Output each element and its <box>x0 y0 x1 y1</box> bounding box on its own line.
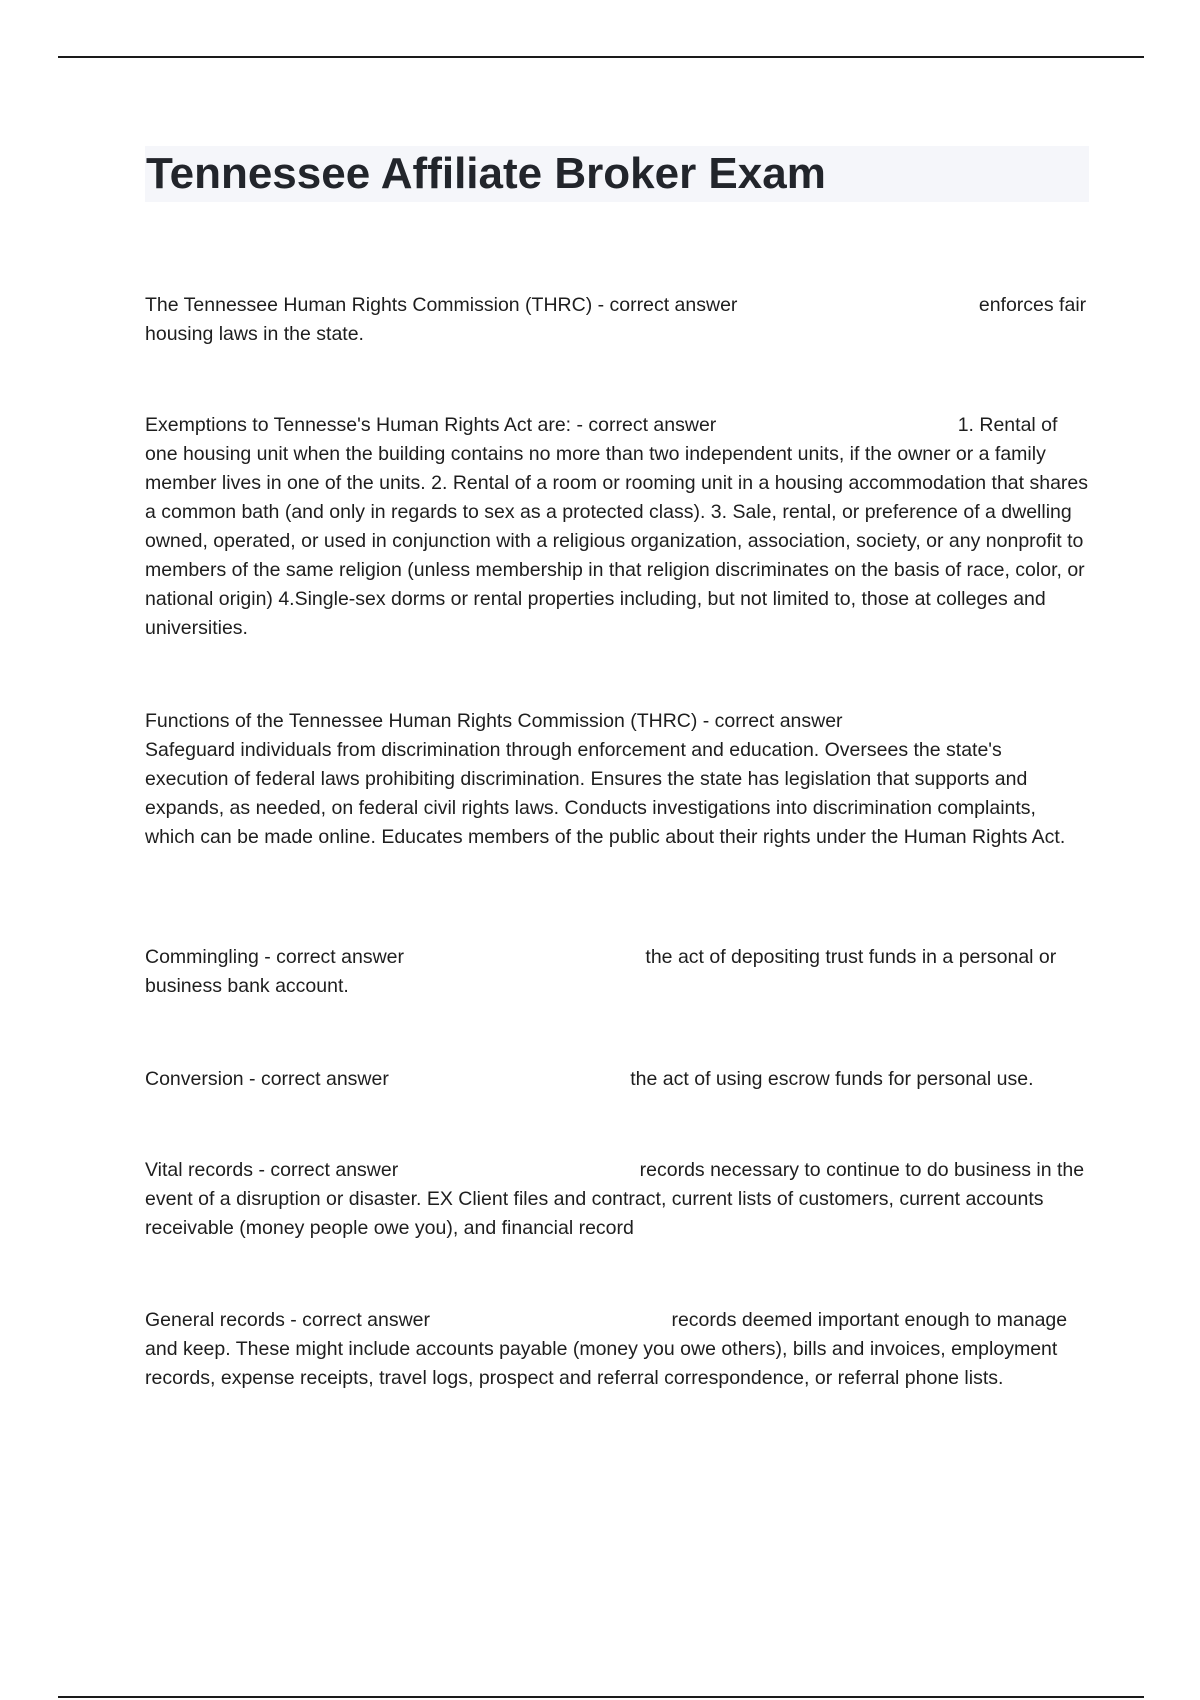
qa-answer: records necessary to continue to do business in the event of a disruption or disaster. EX Client files and contract, current lists of customers, current accounts receivable (money people owe you), and financial record <box>145 1159 1085 1239</box>
qa-entry <box>145 1065 1089 1094</box>
qa-term: Conversion - correct answer <box>145 1068 389 1090</box>
qa-term: General records - correct answer <box>145 1309 431 1331</box>
qa-entry <box>145 291 1089 349</box>
qa-answer: the act of using escrow funds for personal use. <box>630 1068 1034 1090</box>
title-banner <box>145 146 1089 202</box>
qa-answer: Safeguard individuals from discrimination through enforcement and education. Oversees the state's execution of federal laws prohibiting discrimination. Ensures the state has legislation that supports and expands, as needed, on federal civil rights laws. Conducts investigations into discrimination complaints, which can be made online. Educates members of the public about their rights under the Human Rights Act. <box>145 739 1066 848</box>
bottom-rule <box>58 1696 1144 1698</box>
qa-entry <box>145 1156 1089 1243</box>
qa-answer: the act of depositing trust funds in a personal or business bank account. <box>145 946 1057 997</box>
qa-answer: 1. Rental of one housing unit when the building contains no more than two independent units, if the owner or a family member lives in one of the units. 2. Rental of a room or rooming unit in a housing accommodation that shares a common bath (and only in regards to sex as a protected class). 3. Sale, rental, or preference of a dwelling owned, operated, or used in conjunction with a religious organization, association, society, or any nonprofit to members of the same religion (unless membership in that religion discriminates on the basis of race, color, or national origin) 4.Single-sex dorms or rental properties including, but not limited to, those at colleges and universities. <box>145 414 1088 639</box>
qa-entry <box>145 707 1089 852</box>
qa-answer: records deemed important enough to manage and keep. These might include accounts payable (money you owe others), bills and invoices, employment records, expense receipts, travel logs, prospect and referral correspondence, or referral phone lists. <box>145 1309 1068 1389</box>
qa-entry <box>145 411 1089 643</box>
qa-term: Functions of the Tennessee Human Rights Commission (THRC) - correct answer <box>145 710 843 732</box>
qa-term: Commingling - correct answer <box>145 946 404 968</box>
qa-entry <box>145 1306 1089 1393</box>
top-rule <box>58 56 1144 58</box>
page-title: Tennessee Affiliate Broker Exam <box>146 149 826 198</box>
qa-entry <box>145 943 1089 1001</box>
qa-term: Exemptions to Tennesse's Human Rights Act are: - correct answer <box>145 414 717 436</box>
qa-term: The Tennessee Human Rights Commission (THRC) - correct answer <box>145 294 738 316</box>
qa-term: Vital records - correct answer <box>145 1159 399 1181</box>
qa-answer: enforces fair housing laws in the state. <box>145 294 1087 345</box>
